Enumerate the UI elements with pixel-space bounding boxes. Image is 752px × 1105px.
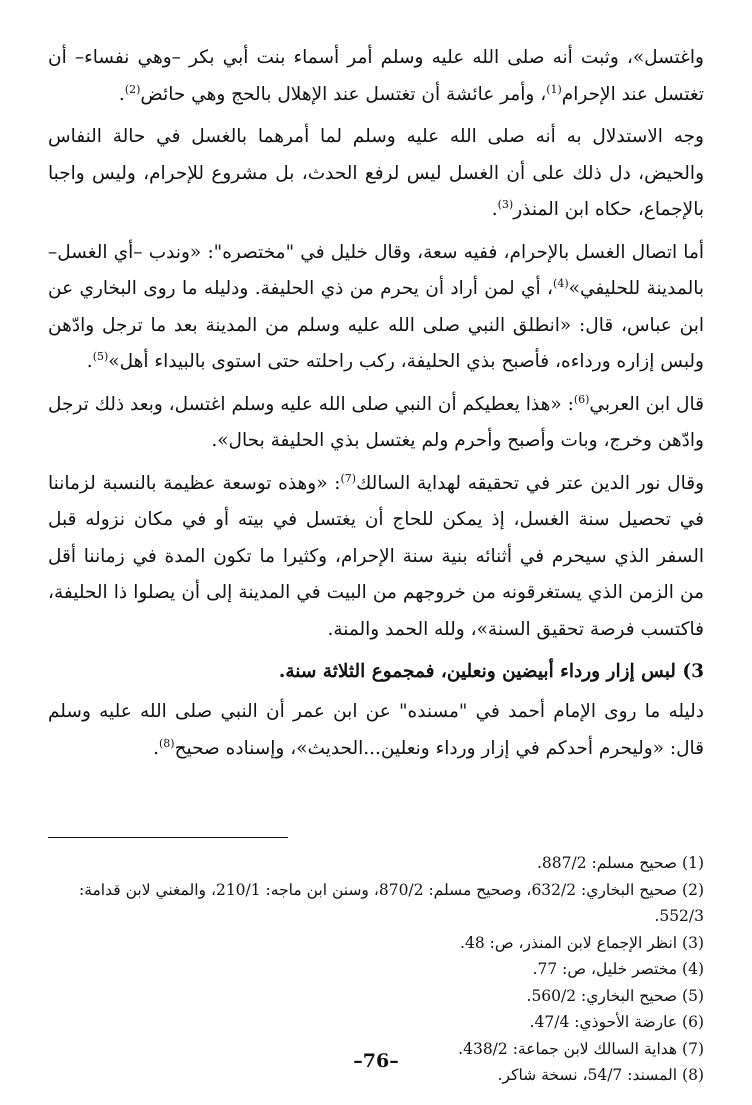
footnote-5: (5) صحيح البخاري: 560/2.	[526, 986, 704, 1005]
footnote-separator	[48, 823, 704, 842]
paragraph-nur-al-din: وقال نور الدين عتر في تحقيقه لهداية السالك$^{(7)}$: «وهذه توسعة عظيمة بالنسبة لزماننا في تحصيل سنة الغسل، إذ يمكن للحاج أن يغتسل في بيته أو في مكان نزوله قبل السفر الذي سيحرم في أثنائه بنية سنة الإحرام، وكثيرا ما تكون المدة في زماننا أقل من الزمن الذي يستغرقونه من خروجهم من البيت في المدينة إلى أن يصلوا ذا الحليفة، فاكتسب فرصة تحقيق السنة»، ولله الحمد والمنة.	[48, 471, 704, 640]
footnote-ref-1[interactable]: (1)	[546, 82, 562, 96]
footnote-7: (7) هداية السالك لابن جماعة: 438/2.	[458, 1039, 704, 1058]
paragraph-ibn-arabi: قال ابن العربي$^{(6)}$: «هذا يعطيكم أن النبي صلى الله عليه وسلم اغتسل، وبعد ذلك ترجل وادّهن وخرج، وبات وأصبح وأحرم ولم يغتسل بذي الحليفة بحال».	[48, 392, 704, 451]
footnote-ref-6[interactable]: (6)	[573, 392, 590, 406]
footnote-ref-5[interactable]: (5)	[92, 349, 109, 363]
paragraph-ittisal: أما اتصال الغسل بالإحرام، ففيه سعة، وقال خليل في "مختصره": «وندب –أي الغسل– بالمدينة للحليفي»$^{(4)}$، أي لمن أراد أن يحرم من ذي الحليفة. ودليله ما روى البخاري عن ابن عباس، قال: «انطلق النبي صلى الله عليه وسلم من المدينة بعد ما ترجل وادّهن ولبس إزاره ورداءه، فأصبح بذي الحليفة، ركب راحلته حتى استوى بالبيداء أهل»$^{(5)}$.	[48, 241, 704, 372]
footnote-4: (4) مختصر خليل، ص: 77.	[532, 960, 704, 978]
footnote-ref-4[interactable]: (4)	[553, 276, 569, 290]
footnote-6: (6) عارضة الأحوذي: 47/4.	[529, 1013, 704, 1031]
footnote-ref-3[interactable]: (3)	[497, 197, 514, 211]
footnote-ref-7[interactable]: (7)	[340, 471, 357, 485]
section-heading: 3) لبس إزار ورداء أبيضين ونعلين، فمجموع الثلاثة سنة.	[278, 661, 704, 682]
paragraph-istidlal: وجه الاستدلال به أنه صلى الله عليه وسلم لما أمرهما بالغسل في حالة النفاس والحيض، دل ذلك على أن الغسل ليس لرفع الحدث، بل مشروع للإحرام، وليس واجبا بالإجماع، حكاه ابن المنذر$^{(3)}$.	[48, 126, 704, 220]
footnote-2: (2) صحيح البخاري: 632/2، وصحيح مسلم: 870/2، وسنن ابن ماجه: 210/1، والمغني لابن قدامة: 552/3.	[78, 880, 704, 925]
footnote-ref-8[interactable]: (8)	[158, 736, 175, 750]
paragraph-ghusl-asma: واغتسل»، وثبت أنه صلى الله عليه وسلم أمر أسماء بنت أبي بكر –وهي نفساء– أن تغتسل عند الإحرام$^{(1)}$، وأمر عائشة أن تغتسل عند الإهلال بالحج وهي حائض$^{(2)}$.	[48, 47, 704, 105]
footnote-ref-2[interactable]: (2)	[124, 82, 141, 96]
footnote-1: (1) صحيح مسلم: 887/2.	[536, 854, 704, 872]
paragraph-dalil-ahmad: دليله ما روى الإمام أحمد في "مسنده" عن ابن عمر أن النبي صلى الله عليه وسلم قال: «وليحرم أحدكم في إزار ورداء ونعلين...الحديث»، وإسناده صحيح$^{(8)}$.	[48, 701, 704, 759]
footnote-3: (3) انظر الإجماع لابن المنذر، ص: 48.	[460, 933, 704, 952]
footnote-8: (8) المسند: 54/7، نسخة شاكر.	[497, 1066, 704, 1084]
page-number: –76–	[353, 1050, 399, 1072]
